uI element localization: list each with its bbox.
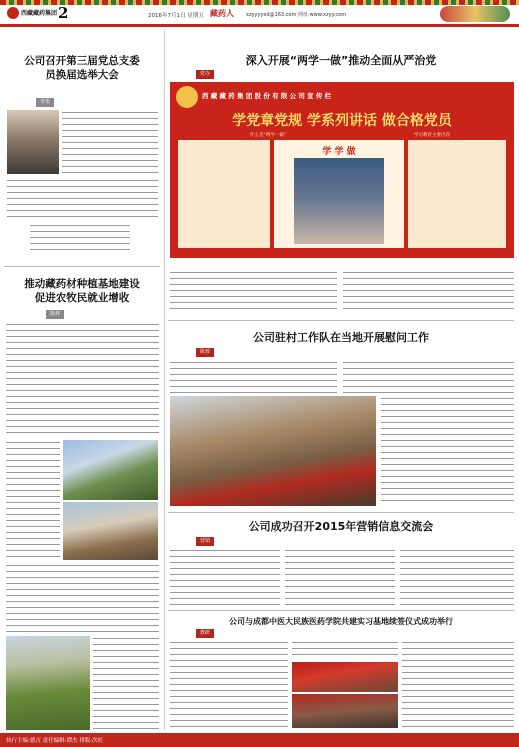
article4-photo — [170, 396, 376, 506]
header-rule — [0, 24, 519, 27]
article2-body-cont — [6, 563, 159, 633]
party-emblem — [176, 86, 198, 108]
article1-author: 李勇 — [36, 98, 54, 107]
brand-mark: 藏药人 — [210, 8, 234, 18]
banner-left-panel — [178, 140, 270, 248]
article2-title-line1: 推动藏药材种植基地建设 — [24, 278, 140, 290]
ornament-border — [0, 0, 519, 5]
article6-author: 教研 — [196, 629, 214, 638]
article4-body-left — [170, 360, 337, 394]
article2-body-end — [93, 636, 159, 730]
article2-body-side — [6, 440, 60, 560]
footer-bar — [0, 733, 519, 747]
left-column — [0, 28, 163, 728]
article6-title: 公司与成都中医大民族医药学院共建实习基地续签仪式成功举行 — [229, 617, 453, 626]
article1-body — [7, 178, 158, 218]
article5-body-2 — [285, 548, 395, 608]
banner-center-board — [274, 140, 404, 248]
article1-title-line2: 员换届选举大会 — [45, 69, 119, 81]
divider-left-1 — [4, 266, 160, 267]
article3-title: 深入开展“两学一做”推动全面从严治党 — [245, 54, 437, 67]
contact-line: xzyyyyxd@163.com 网址:www.xzyy.com — [246, 12, 347, 18]
article6-body-1 — [170, 640, 288, 728]
article4-author: 陈蓉 — [196, 348, 214, 357]
banner-company: 西 藏 藏 药 集 团 股 份 有 限 公 司 宣 传 栏 — [202, 92, 332, 100]
article2-photo-field — [6, 636, 90, 730]
column-separator — [164, 30, 165, 730]
article3-body-left — [170, 270, 337, 312]
article1-title-line1: 公司召开第三届党总支委 — [24, 55, 140, 67]
banner-right-panel — [408, 140, 506, 248]
article4-title: 公司驻村工作队在当地开展慰问工作 — [253, 331, 429, 344]
article3-body-right — [343, 270, 514, 312]
footer-text: 执行主编:德吉 责任编辑:谭杰 排版:次旺 — [6, 738, 104, 744]
banner-sub-right: 学习教育主要内容 — [414, 133, 450, 138]
page-number: 2 — [58, 4, 69, 22]
decorative-cloud — [440, 6, 510, 22]
article2-photo-top — [63, 440, 158, 500]
article1-body-side — [62, 110, 158, 176]
article2-author: 陈林 — [46, 310, 64, 319]
article5-body-1 — [170, 548, 280, 608]
logo-emblem — [7, 7, 19, 19]
article5-title: 公司成功召开2015年营销信息交流会 — [248, 520, 434, 533]
article4-body-side — [381, 396, 514, 506]
article6-photo-top — [292, 662, 398, 692]
article6-body-2 — [292, 640, 398, 660]
article6-photo-bottom — [292, 694, 398, 728]
party-banner — [170, 82, 514, 258]
article2-body — [6, 322, 159, 438]
divider-right-1 — [168, 320, 514, 321]
article5-author: 营销 — [196, 537, 214, 546]
article4-body-right — [343, 360, 514, 394]
date-line: 2016年7月1日 星期五 — [148, 13, 204, 19]
article3-author: 党办 — [196, 70, 214, 79]
divider-right-3 — [168, 610, 514, 611]
article6-body-3 — [402, 640, 514, 728]
masthead — [0, 0, 519, 28]
article1-meeting-photo — [7, 110, 59, 174]
board-portrait — [294, 158, 384, 244]
banner-headline: 学党章党规 学系列讲话 做合格党员 — [232, 113, 452, 129]
article2-title-line2: 促进农牧民就业增收 — [34, 292, 130, 304]
article2-photo-bottom — [63, 502, 158, 560]
board-title: 学 学 做 — [322, 147, 356, 157]
article1-member-list — [30, 223, 130, 251]
article5-body-3 — [400, 548, 514, 608]
paper-name: 西藏藏药集团 — [21, 10, 58, 17]
divider-right-2 — [168, 512, 514, 513]
banner-sub-left: 什么是“两学一做” — [250, 133, 287, 138]
